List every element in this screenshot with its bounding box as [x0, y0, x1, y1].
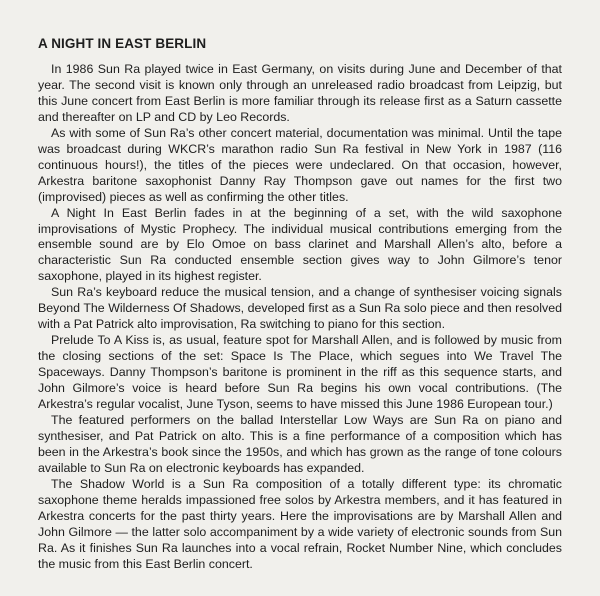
paragraph-2: As with some of Sun Ra’s other concert material, documentation was minimal. Until the tape was broadcast during WKCR’s marathon radio Sun Ra festival in New York in 1987 (116 continuous hours!), the titles of the pieces were undeclared. On that occasion, however, Arkestra baritone saxophonist Danny Ray Thompson gave out names for the first two (improvised) pieces as well as confirming the other titles. — [38, 125, 562, 204]
paragraph-7: The Shadow World is a Sun Ra composition of a totally different type: its chromatic saxophone theme heralds impassioned free solos by Arkestra members, and it has featured in Arkestra concerts for the past thirty years. Here the improvisations are by Marshall Allen and John Gilmore — the latter solo accompaniment by a wide variety of electronic sounds from Sun Ra. As it finishes Sun Ra launches into a vocal refrain, Rocket Number Nine, which concludes the music from this East Berlin concert. — [38, 476, 562, 571]
paragraph-4: Sun Ra’s keyboard reduce the musical tension, and a change of synthesiser voicing signals Beyond The Wilderness Of Shadows, developed first as a Sun Ra solo piece and then resolved with a Pat Patrick alto improvisation, Ra switching to piano for this section. — [38, 285, 562, 332]
section-title: A NIGHT IN EAST BERLIN — [38, 36, 207, 51]
paragraph-1: In 1986 Sun Ra played twice in East Germany, on visits during June and December of that year. The second visit is known only through an unreleased radio broadcast from Leipzig, but this June concert from East Berlin is more familiar through its release first as a Saturn cassette and thereafter on LP and CD by Leo Records. — [38, 62, 562, 124]
paragraph-3: A Night In East Berlin fades in at the beginning of a set, with the wild saxophone improvisations of Mystic Prophecy. The individual musical contributions emerging from the ensemble sound are by Elo Omoe on bass clarinet and Marshall Allen’s alto, before a characteristic Sun Ra conducted ensemble section gives way to John Gilmore’s tenor saxophone, played in its highest register. — [38, 205, 562, 284]
paragraph-5: Prelude To A Kiss is, as usual, feature spot for Marshall Allen, and is followed by music from the closing sections of the set: Space Is The Place, which segues into We Travel The Spaceways. Danny Thompson’s baritone is prominent in the riff as this sequence starts, and John Gilmore’s voice is heard before Sun Ra begins his own vocal contributions. (The Arkestra’s regular vocalist, June Tyson, seems to have missed this June 1986 European tour.) — [38, 333, 562, 412]
paragraph-6: The featured performers on the ballad Interstellar Low Ways are Sun Ra on piano and synthesiser, and Pat Patrick on alto. This is a fine performance of a composition which has been in the Arkestra’s book since the 1950s, and which has grown as the range of tone colours available to Sun Ra on electronic keyboards has expanded. — [38, 412, 562, 475]
